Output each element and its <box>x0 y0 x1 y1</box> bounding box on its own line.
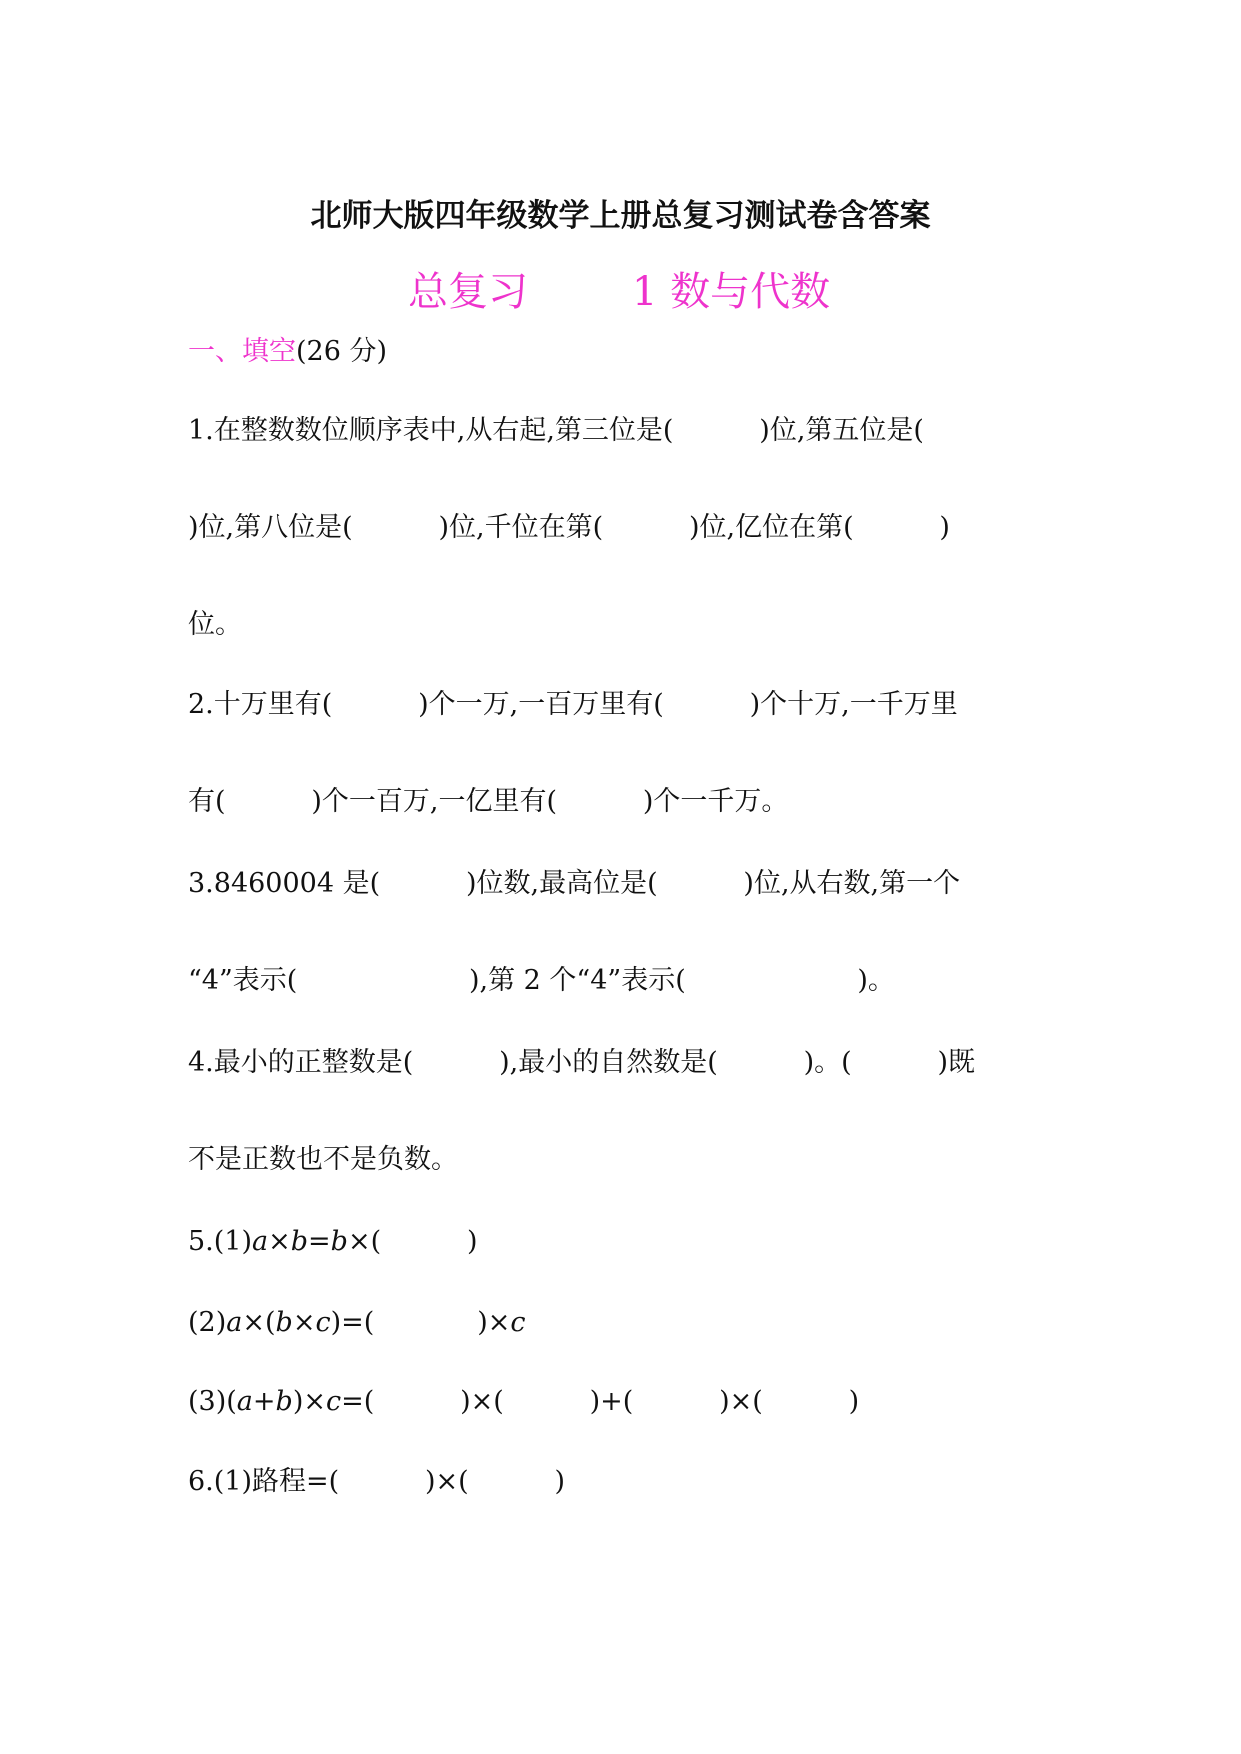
question-2-line-2: 有( )个一百万,一亿里有( )个一千万。 <box>188 786 789 817</box>
question-5-part-1 <box>188 1225 477 1259</box>
subtitle-topic: 1 数与代数 <box>632 269 831 315</box>
var-b: b <box>330 1226 348 1257</box>
document-title: 北师大版四年级数学上册总复习测试卷含答案 <box>310 198 931 234</box>
section-points: (26 分) <box>296 336 388 367</box>
times-sign: × <box>292 1307 316 1338</box>
times-paren: )× <box>292 1386 326 1417</box>
q5-1-prefix: 5.(1) <box>188 1226 253 1257</box>
var-c: c <box>315 1307 331 1338</box>
question-1-line-2: )位,第八位是( )位,千位在第( )位,亿位在第( ) <box>188 512 950 543</box>
question-6-part-1: 6.(1)路程=( )×( ) <box>188 1466 566 1497</box>
q5-1-blank: ×( ) <box>347 1226 478 1257</box>
var-b: b <box>290 1226 309 1257</box>
var-b: b <box>275 1307 293 1338</box>
question-3-line-2: “4”表示( ),第 2 个“4”表示( )。 <box>188 965 895 996</box>
var-c: c <box>325 1386 342 1417</box>
times-paren: ×( <box>242 1307 276 1338</box>
question-1-line-1: 1.在整数数位顺序表中,从右起,第三位是( )位,第五位是( <box>188 415 924 446</box>
times-sign: × <box>268 1226 291 1257</box>
question-4-line-2: 不是正数也不是负数。 <box>188 1144 458 1175</box>
q5-2-prefix: (2) <box>188 1307 227 1338</box>
question-5-part-3 <box>188 1385 859 1419</box>
q5-3-prefix: (3)( <box>188 1386 237 1417</box>
q5-3-blanks: =( )×( )+( )×( ) <box>341 1386 860 1417</box>
question-1-line-3: 位。 <box>188 609 242 640</box>
question-2-line-1: 2.十万里有( )个一万,一百万里有( )个十万,一千万里 <box>188 689 958 720</box>
var-a: a <box>236 1386 253 1417</box>
section-label: 一、填空 <box>188 336 296 367</box>
section-heading <box>188 335 387 369</box>
question-4-line-1: 4.最小的正整数是( ),最小的自然数是( )。( )既 <box>188 1047 976 1078</box>
var-a: a <box>226 1307 243 1338</box>
subtitle-review: 总复习 <box>408 269 528 315</box>
var-c: c <box>510 1307 526 1338</box>
question-3-line-1: 3.8460004 是( )位数,最高位是( )位,从右数,第一个 <box>188 868 961 899</box>
question-5-part-2 <box>188 1306 526 1340</box>
equals-sign: = <box>308 1226 331 1257</box>
plus-sign: + <box>252 1386 276 1417</box>
var-b: b <box>275 1386 293 1417</box>
var-a: a <box>252 1226 269 1257</box>
q5-2-blank: )=( )× <box>330 1307 511 1338</box>
